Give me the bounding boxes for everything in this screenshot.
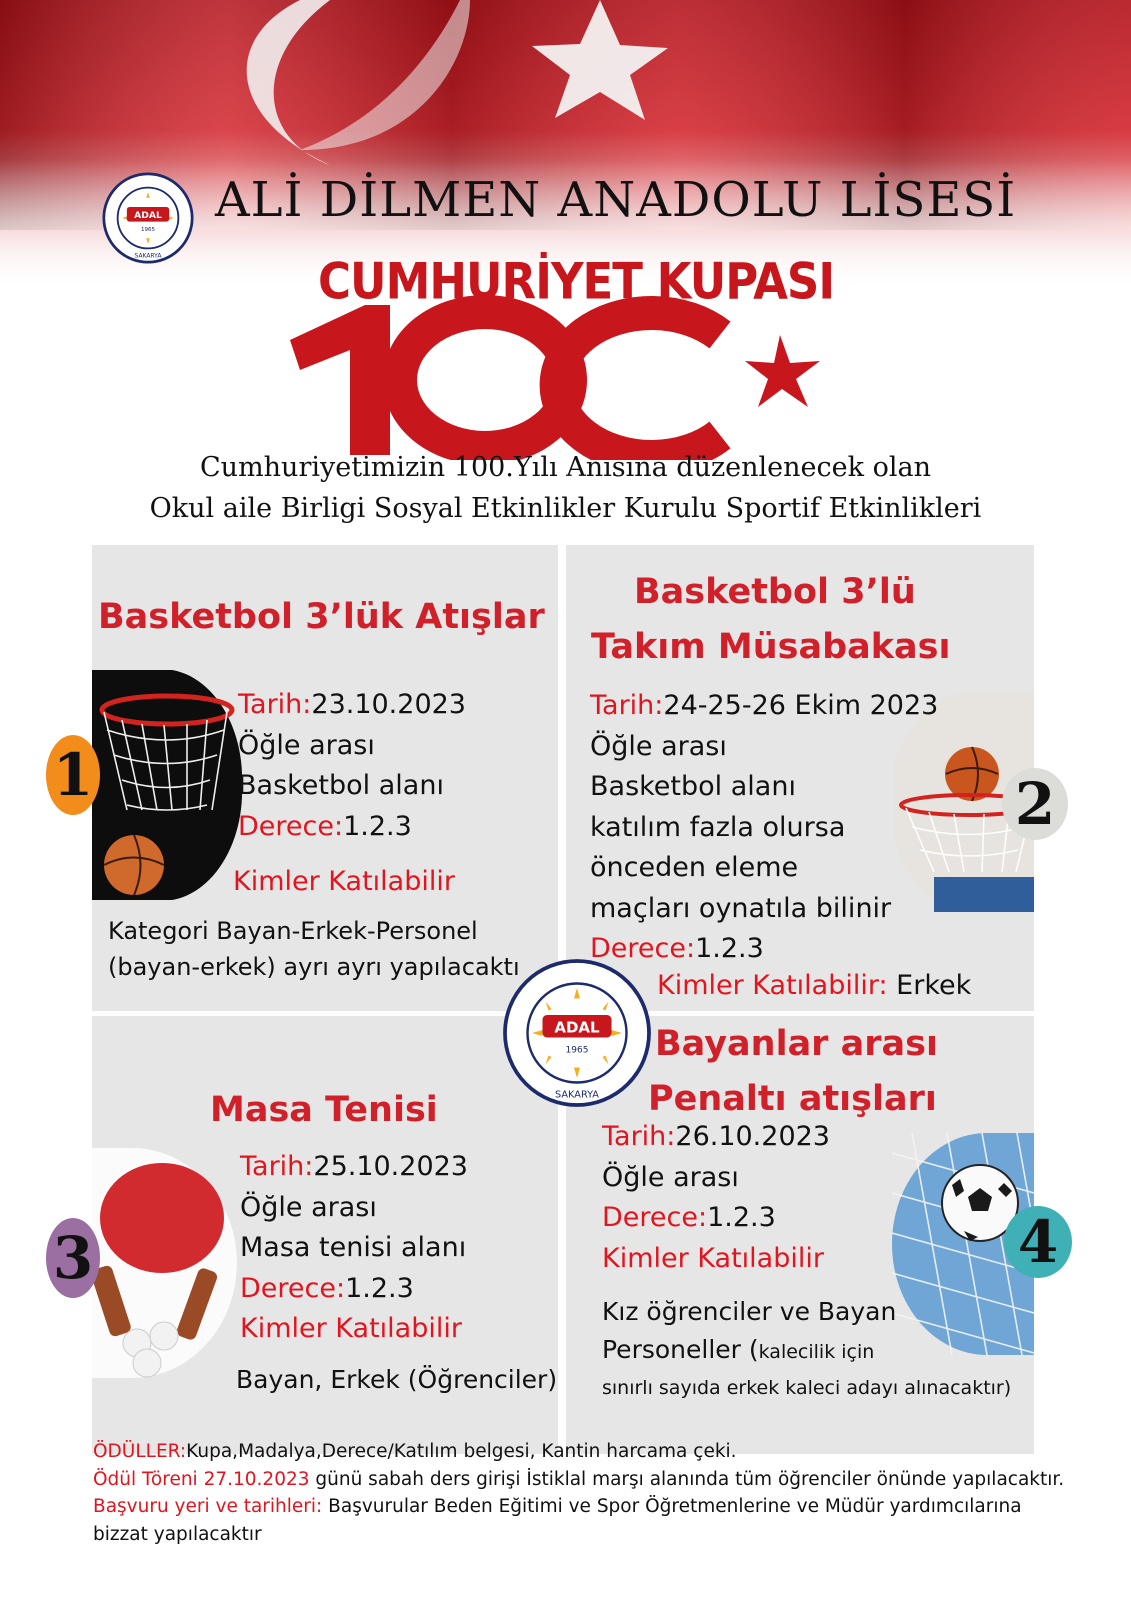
table-tennis-image [92, 1148, 242, 1378]
footer-application: Başvuru yeri ve tarihleri: Başvurular Beden Eğitimi ve Spor Öğretmenlerine ve Müdür yardımcılarına [93, 1496, 1022, 1517]
footer-notes [93, 1438, 1064, 1548]
event-2-title-line-2: Takım Müsabakası [591, 627, 951, 667]
event-3-details: Tarih:25.10.2023 Öğle arası Masa tenisi alanı Derece:1.2.3 Kimler Katılabilir [240, 1151, 468, 1344]
event-4-details: Tarih:26.10.2023 Öğle arası Derece:1.2.3 Kimler Katılabilir [602, 1121, 830, 1274]
school-name: ALİ DİLMEN ANADOLU LİSESİ [215, 172, 1017, 228]
event-4-who-line-1: Kız öğrenciler ve Bayan [602, 1297, 897, 1326]
footer-ceremony: Ödül Töreni 27.10.2023 günü sabah ders girişi İstiklal marşı alanında tüm öğrenciler önünde yapılacaktır. [93, 1468, 1065, 1490]
event-2-who: Kimler Katılabilir: Erkek [657, 970, 972, 1001]
footer-application-cont: bizzat yapılacaktır [93, 1523, 262, 1545]
basketball-hoop-image [92, 670, 242, 900]
svg-text:SAKARYA: SAKARYA [134, 252, 162, 260]
event-1-details: Tarih:23.10.2023 Öğle arası Basketbol alanı Derece:1.2.3 [238, 689, 466, 842]
event-2-details: Tarih:24-25-26 Ekim 2023 Öğle arası Basketbol alanı katılım fazla olursa önceden eleme maçları oynatıla bilinir Derece:1.2.3 [590, 690, 939, 964]
event-4-title-line-1: Bayanlar arası [655, 1024, 938, 1064]
event-2-number-badge: 2 [1002, 768, 1068, 840]
school-seal-center [502, 958, 652, 1108]
event-1-title: Basketbol 3’lük Atışlar [98, 597, 545, 637]
event-1-who-line-2: (bayan-erkek) ayrı ayrı yapılacaktı [108, 953, 520, 981]
footer-awards: ÖDÜLLER:Kupa,Madalya,Derece/Katılım belgesi, Kantin harcama çeki. [93, 1441, 737, 1462]
event-1-who-label: Kimler Katılabilir [233, 866, 455, 897]
school-seal [102, 172, 194, 264]
event-1-number-badge: 1 [46, 735, 100, 815]
cup-title: CUMHURİYET KUPASI [318, 252, 835, 311]
event-4-title-line-2: Penaltı atışları [648, 1079, 937, 1119]
event-2-title-line-1: Basketbol 3’lü [634, 572, 916, 612]
event-3-title: Masa Tenisi [210, 1090, 438, 1130]
svg-text:ADAL: ADAL [134, 210, 162, 221]
intro-line-2: Okul aile Birligi Sosyal Etkinlikler Kurulu Sportif Etkinlikleri [149, 493, 982, 524]
event-4-who-line-2: Personeller (kalecilik için [602, 1335, 875, 1364]
svg-text:ADAL: ADAL [554, 1018, 600, 1037]
event-1-who-line-1: Kategori Bayan-Erkek-Personel [108, 917, 478, 945]
event-3-number-badge: 3 [46, 1218, 100, 1298]
logo-100 [280, 295, 840, 460]
event-4-who-line-3: sınırlı sayıda erkek kaleci adayı alınacaktır) [602, 1377, 1012, 1399]
intro-line-1: Cumhuriyetimizin 100.Yılı Anısına düzenlenecek olan [200, 452, 931, 483]
event-3-who: Bayan, Erkek (Öğrenciler) [236, 1365, 558, 1394]
svg-text:SAKARYA: SAKARYA [555, 1089, 599, 1101]
svg-text:1965: 1965 [565, 1045, 589, 1056]
svg-text:1965: 1965 [140, 226, 156, 233]
event-4-number-badge: 4 [1004, 1206, 1072, 1278]
